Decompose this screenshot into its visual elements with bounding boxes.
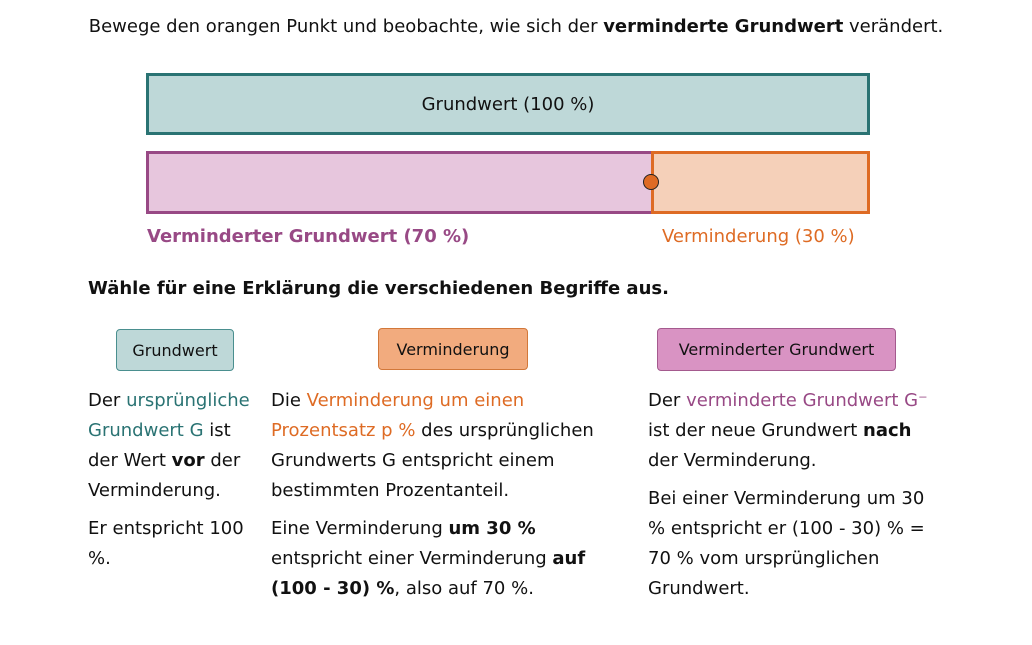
grundwert-button[interactable]: Grundwert — [116, 329, 234, 371]
text: ist der Wert — [88, 420, 231, 471]
highlight-text: verminderte Grundwert G⁻ — [686, 390, 928, 411]
paragraph — [88, 386, 258, 506]
text: , also auf 70 %. — [394, 578, 534, 599]
text: Der — [88, 390, 127, 411]
instruction-part: verändert. — [843, 16, 944, 37]
bold-text: auf (100 - 30) % — [271, 548, 586, 599]
grundwert-bar-label: Grundwert (100 %) — [421, 93, 595, 115]
highlight-text: ursprüngliche Grundwert G — [88, 390, 250, 441]
text: der Verminderung. — [648, 450, 817, 471]
paragraph: Bei einer Verminderung um 30 % entspricht er (100 - 30) % = 70 % vom ursprünglichen Grundwert. — [648, 488, 925, 599]
paragraph: Er entspricht 100 %. — [88, 518, 244, 569]
bold-text: vor — [171, 450, 205, 471]
verminderung-button[interactable]: Verminderung — [378, 328, 528, 370]
text: Der — [648, 390, 687, 411]
grundwert-explanation — [88, 386, 258, 582]
bold-text: nach — [863, 420, 912, 441]
verminderung-label: Verminderung (30 %) — [662, 226, 855, 247]
verminderung-bar — [651, 151, 870, 214]
text: ist der neue Grundwert — [648, 420, 864, 441]
text: Die — [271, 390, 307, 411]
bold-text: um 30 % — [448, 518, 536, 539]
slider-handle[interactable] — [643, 174, 659, 190]
verminderter-grundwert-explanation — [648, 386, 928, 612]
paragraph — [271, 514, 621, 604]
text: Eine Verminderung — [271, 518, 449, 539]
highlight-text: Verminderung um einen Prozentsatz p % — [271, 390, 525, 441]
text: entspricht einer Verminderung — [271, 548, 553, 569]
verminderung-explanation — [271, 386, 621, 612]
section-heading: Wähle für eine Erklärung die verschiedenen Begriffe aus. — [88, 278, 669, 299]
text: der Verminderung. — [88, 450, 241, 501]
paragraph — [648, 386, 928, 476]
verminderter-grundwert-button[interactable]: Verminderter Grundwert — [657, 328, 896, 371]
verminderter-grundwert-bar — [146, 151, 653, 214]
grundwert-bar — [146, 73, 870, 135]
paragraph — [271, 386, 621, 506]
instruction-part: Bewege den orangen Punkt und beobachte, wie sich der — [88, 16, 604, 37]
instruction-text — [0, 16, 1032, 37]
text: des ursprünglichen Grundwerts G entspricht einem bestimmten Prozentanteil. — [271, 420, 594, 501]
verminderter-grundwert-label: Verminderter Grundwert (70 %) — [147, 226, 470, 247]
instruction-emphasis: verminderte Grundwert — [603, 16, 844, 37]
